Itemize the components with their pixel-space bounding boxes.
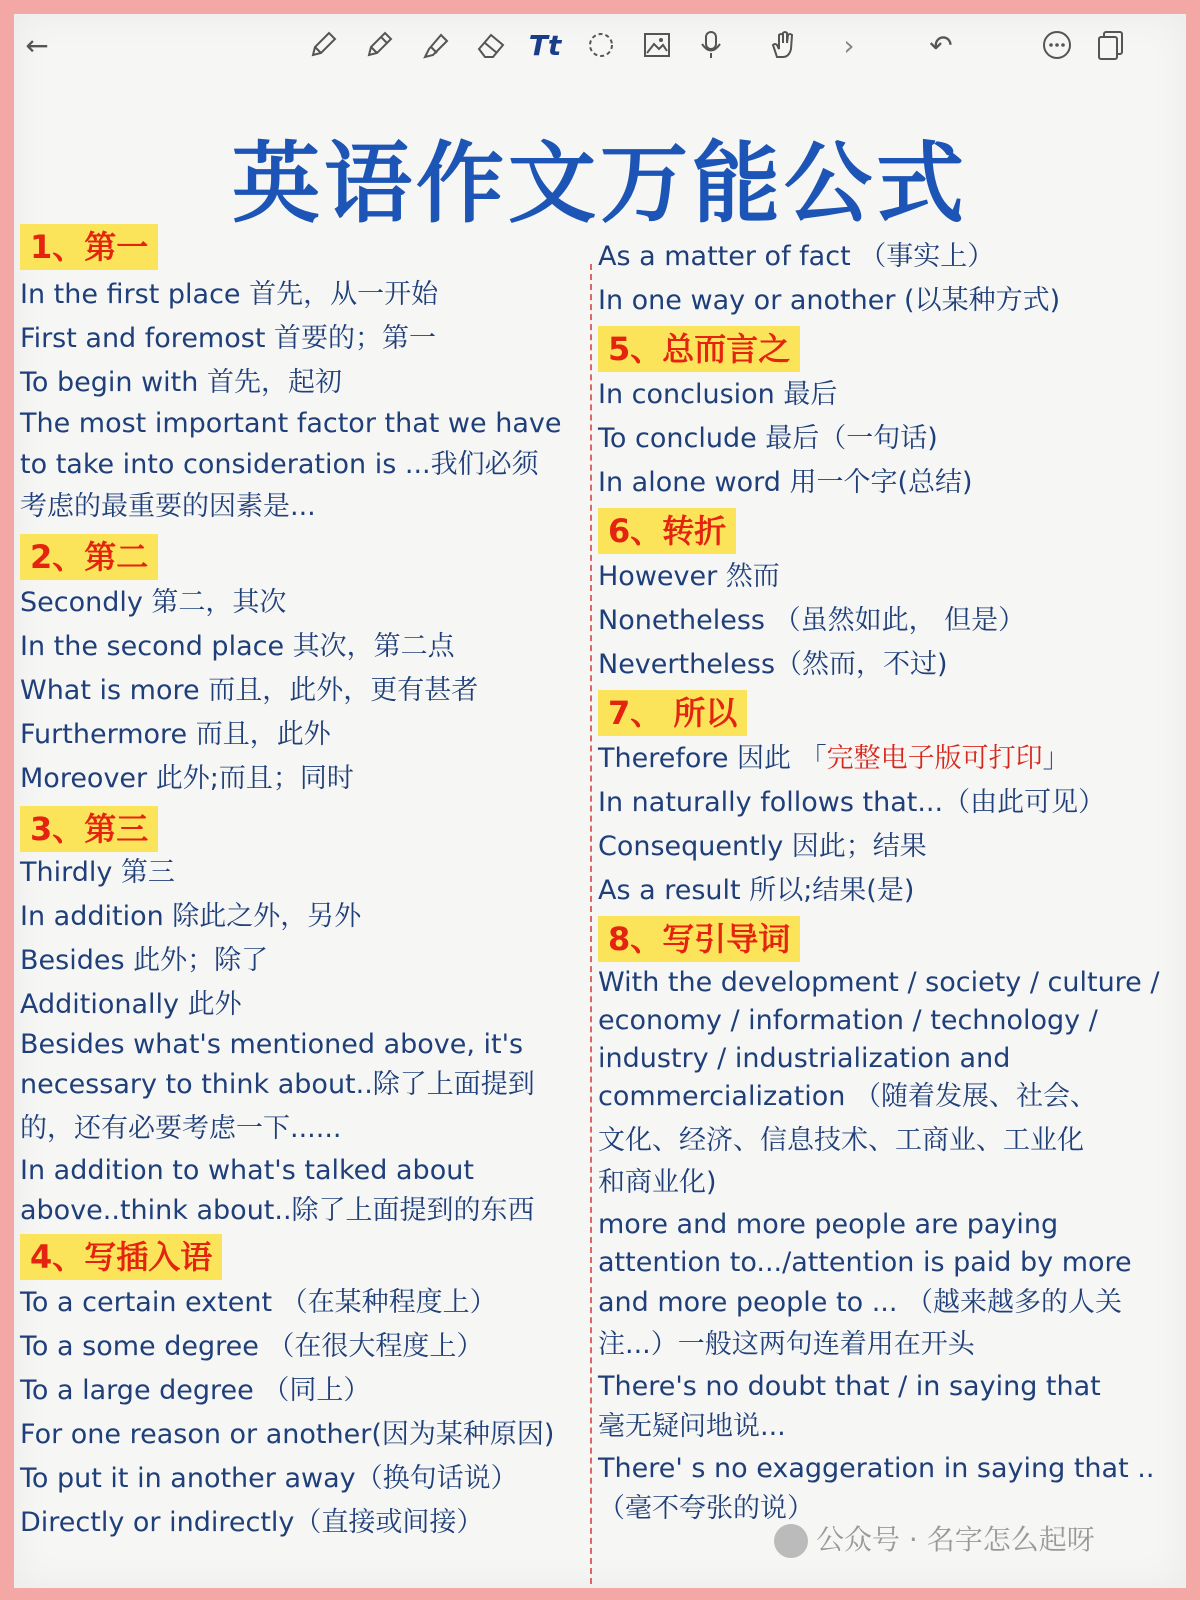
back-arrow-icon[interactable] [20, 28, 54, 62]
therefore-prefix: Therefore 因此 「 [598, 743, 827, 774]
phrase-line: Directly or indirectly（直接或间接） [20, 1507, 484, 1538]
pen-icon[interactable] [306, 28, 340, 62]
section-heading-1: 1、第一 [20, 224, 158, 270]
image-icon[interactable] [640, 28, 674, 62]
phrase-line: industry / industrialization and [598, 1043, 1011, 1074]
wechat-logo-icon [774, 1524, 808, 1558]
undo-label: ↶ [929, 28, 953, 62]
chevron-label: › [843, 28, 855, 62]
pages-icon[interactable] [1094, 28, 1128, 62]
phrase-line: above..think about..除了上面提到的东西 [20, 1195, 535, 1226]
section-heading-4: 4、写插入语 [20, 1234, 222, 1280]
text-tool-icon[interactable] [528, 28, 562, 62]
phrase-line: Moreover 此外;而且；同时 [20, 763, 354, 794]
hand-icon[interactable] [766, 28, 800, 62]
lasso-icon[interactable] [584, 28, 618, 62]
phrase-line: To begin with 首先，起初 [20, 367, 342, 398]
phrase-line: attention to.../attention is paid by more [598, 1247, 1132, 1278]
printable-note: 完整电子版可打印 [826, 743, 1043, 774]
phrase-line: As a result 所以;结果(是) [598, 875, 915, 906]
phrase-line: commercialization （随着发展、社会、 [598, 1081, 1097, 1112]
phrase-line: In addition 除此之外，另外 [20, 901, 362, 932]
phrase-line: Furthermore 而且，此外 [20, 719, 331, 750]
phrase-line: Nonetheless （虽然如此， 但是） [598, 605, 1026, 636]
phrase-line: In alone word 用一个字(总结) [598, 467, 973, 498]
phrase-line: （毫不夸张的说） [598, 1493, 814, 1524]
phrase-line: 注...）一般这两句连着用在开头 [598, 1329, 975, 1360]
phrase-line: There's no doubt that / in saying that [598, 1371, 1101, 1402]
eraser-icon[interactable] [474, 28, 508, 62]
text-tool-label: Tt [528, 28, 562, 62]
phrase-line: In the second place 其次，第二点 [20, 631, 455, 662]
chevron-right-icon[interactable] [832, 28, 866, 62]
phrase-line: Thirdly 第三 [20, 857, 175, 888]
phrase-line: To put it in another away（换句话说） [20, 1463, 518, 1494]
more-options-icon[interactable] [1040, 28, 1074, 62]
phrase-line: Consequently 因此；结果 [598, 831, 927, 862]
undo-icon[interactable] [924, 28, 958, 62]
phrase-line: In naturally follows that...（由此可见） [598, 787, 1106, 818]
section-heading-7: 7、 所以 [598, 690, 747, 736]
phrase-line: To a certain extent （在某种程度上） [20, 1287, 497, 1318]
phrase-line: With the development / society / culture / [598, 967, 1160, 998]
section-heading-8: 8、写引导词 [598, 916, 800, 962]
phrase-line: 和商业化) [598, 1167, 717, 1198]
phrase-line: 的，还有必要考虑一下...... [20, 1113, 342, 1144]
phrase-line: 文化、经济、信息技术、工商业、工业化 [598, 1125, 1084, 1156]
phrase-line: Secondly 第二，其次 [20, 587, 287, 618]
phrase-line: As a matter of fact （事实上） [598, 241, 995, 272]
therefore-line [598, 740, 1070, 778]
phrase-line: In one way or another (以某种方式) [598, 285, 1061, 316]
back-label: ← [25, 28, 49, 62]
phrase-line: 毫无疑问地说... [598, 1411, 786, 1442]
phrase-line: To a some degree （在很大程度上） [20, 1331, 484, 1362]
watermark-text: 公众号 · 名字怎么起呀 [816, 1523, 1095, 1556]
note-page [14, 14, 1186, 1588]
phrase-line: necessary to think about..除了上面提到 [20, 1069, 535, 1100]
pencil-icon[interactable] [362, 28, 396, 62]
phrase-line: There' s no exaggeration in saying that .. [598, 1453, 1155, 1484]
phrase-line: to take into consideration is ...我们必须 [20, 449, 539, 480]
phrase-line: Besides what's mentioned above, it's [20, 1029, 524, 1060]
phrase-line: In the first place 首先，从一开始 [20, 279, 439, 310]
page-title: 英语作文万能公式 [231, 132, 968, 235]
section-heading-5: 5、总而言之 [598, 326, 800, 372]
phrase-line: To conclude 最后（一句话) [598, 423, 938, 454]
section-heading-2: 2、第二 [20, 534, 158, 580]
phrase-line: Nevertheless（然而，不过) [598, 649, 948, 680]
phrase-line: economy / information / technology / [598, 1005, 1098, 1036]
toolbar [14, 14, 1186, 74]
phrase-line: The most important factor that we have [20, 408, 562, 439]
section-heading-6: 6、转折 [598, 508, 736, 554]
phrase-line: First and foremost 首要的；第一 [20, 323, 436, 354]
phrase-line: For one reason or another(因为某种原因) [20, 1419, 555, 1450]
watermark [774, 1518, 1095, 1558]
therefore-suffix: 」 [1042, 743, 1070, 774]
phrase-line: In addition to what's talked about [20, 1155, 474, 1186]
phrase-line: However 然而 [598, 561, 780, 592]
phrase-line: To a large degree （同上） [20, 1375, 371, 1406]
phrase-line: Besides 此外；除了 [20, 945, 269, 976]
highlighter-icon[interactable] [418, 28, 452, 62]
phrase-line: more and more people are paying [598, 1209, 1059, 1240]
phrase-line: In conclusion 最后 [598, 379, 838, 410]
phrase-line: and more people to ... （越来越多的人关 [598, 1287, 1123, 1318]
microphone-icon[interactable] [694, 28, 728, 62]
phrase-line: 考虑的最重要的因素是... [20, 491, 316, 522]
phrase-line: What is more 而且，此外，更有甚者 [20, 675, 479, 706]
column-divider [590, 264, 592, 1584]
section-heading-3: 3、第三 [20, 806, 158, 852]
phrase-line: Additionally 此外 [20, 989, 242, 1020]
